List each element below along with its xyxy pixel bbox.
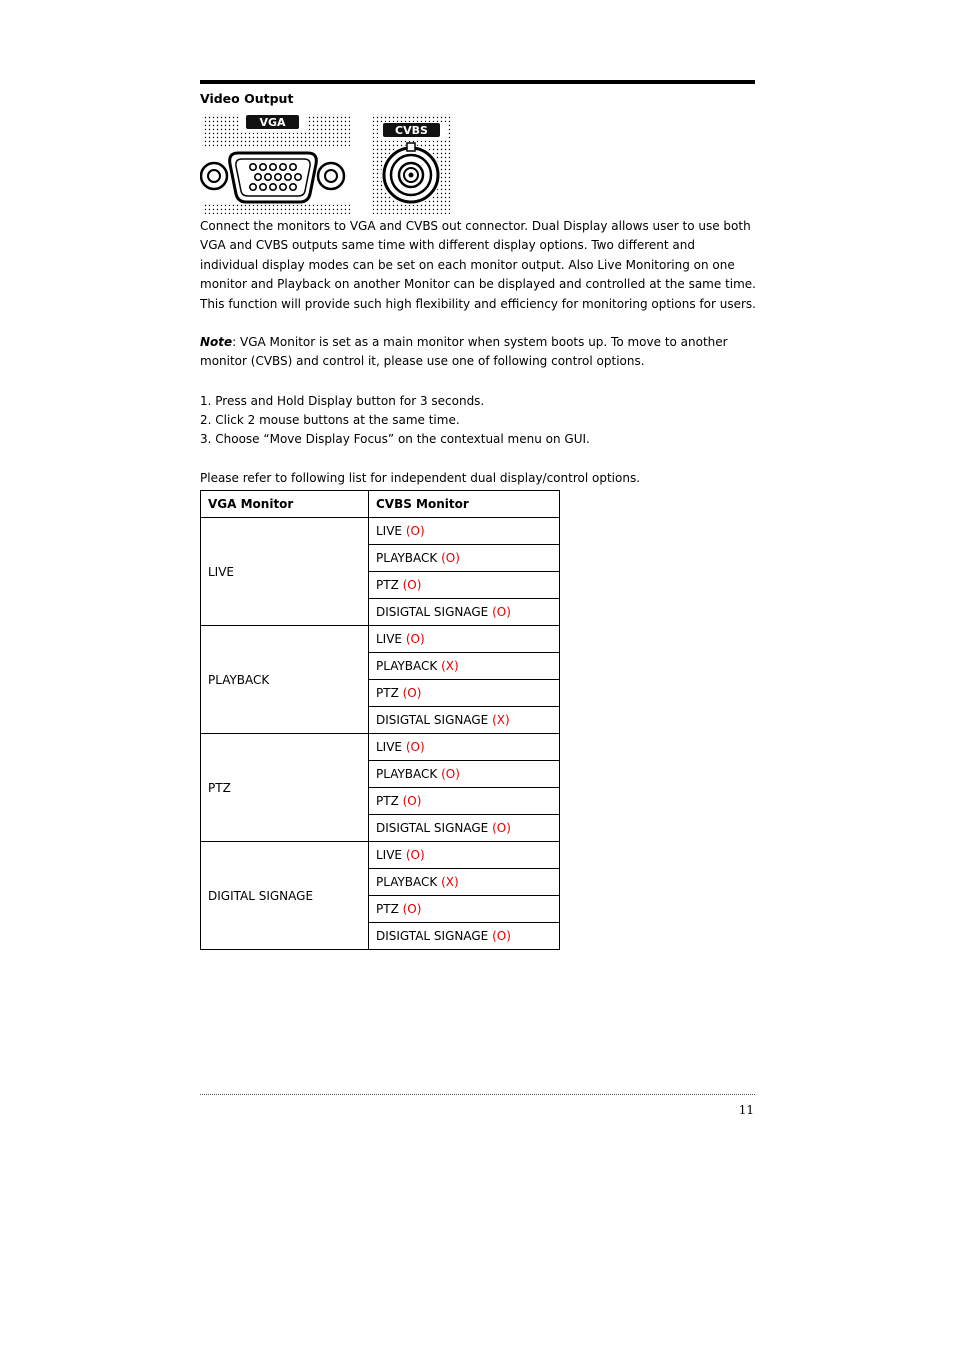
intro-paragraph: Connect the monitors to VGA and CVBS out connector. Dual Display allows user to use both VGA and CVBS outputs same time with different display options. Two different and individual display modes can be set on each monitor output. Also Live Monitoring on one monitor and Playback on another Monitor can be displayed and controlled at the same time. This function will provide such high flexibility and efficiency for monitoring options for users. xyxy=(200,219,756,311)
cvbs-option-cell xyxy=(369,869,560,896)
cvbs-option-label: DISIGTAL SIGNAGE xyxy=(376,929,489,943)
availability-mark: (O) xyxy=(492,929,511,943)
vga-mode-cell: PTZ xyxy=(201,734,369,842)
cvbs-option-label: DISIGTAL SIGNAGE xyxy=(376,713,489,727)
cvbs-option-cell xyxy=(369,815,560,842)
cvbs-connector-icon xyxy=(372,114,452,214)
cvbs-option-label: PLAYBACK xyxy=(376,875,438,889)
vga-mode-cell: LIVE xyxy=(201,518,369,626)
cvbs-option-cell xyxy=(369,896,560,923)
table-row xyxy=(201,842,560,869)
control-steps-list xyxy=(200,392,590,450)
cvbs-option-cell xyxy=(369,653,560,680)
step-item: 2. Click 2 mouse buttons at the same time. xyxy=(200,413,460,428)
cvbs-option-label: PTZ xyxy=(376,578,399,592)
availability-mark: (O) xyxy=(405,848,425,862)
cvbs-option-label: PLAYBACK xyxy=(376,767,438,781)
cvbs-option-label: DISIGTAL SIGNAGE xyxy=(376,605,489,619)
cvbs-option-label: PTZ xyxy=(376,902,399,916)
page-number: 11 xyxy=(738,1103,754,1117)
note-text: : VGA Monitor is set as a main monitor when system boots up. To move to another monitor (CVBS) and control it, please use one of following control options. xyxy=(200,335,728,369)
header-vga-monitor: VGA Monitor xyxy=(201,491,369,518)
vga-connector-icon xyxy=(200,114,350,214)
availability-mark: (O) xyxy=(405,524,425,538)
table-header-row xyxy=(201,491,560,518)
availability-mark: (O) xyxy=(402,578,422,592)
availability-mark: (O) xyxy=(441,551,460,565)
cvbs-option-cell xyxy=(369,707,560,734)
cvbs-option-cell xyxy=(369,545,560,572)
video-output-connectors-illustration xyxy=(200,112,460,216)
cvbs-option-label: PLAYBACK xyxy=(376,659,438,673)
note-label: Note xyxy=(200,335,233,349)
cvbs-option-cell xyxy=(369,761,560,788)
availability-mark: (X) xyxy=(441,875,459,889)
cvbs-option-cell xyxy=(369,842,560,869)
availability-mark: (O) xyxy=(492,605,511,619)
table-row xyxy=(201,626,560,653)
availability-mark: (X) xyxy=(492,713,510,727)
availability-mark: (O) xyxy=(405,632,425,646)
cvbs-label: CVBS xyxy=(395,124,428,137)
note-paragraph xyxy=(200,333,756,372)
cvbs-option-cell xyxy=(369,923,560,950)
availability-mark: (O) xyxy=(402,902,422,916)
cvbs-option-cell xyxy=(369,599,560,626)
step-item: 3. Choose “Move Display Focus” on the contextual menu on GUI. xyxy=(200,432,590,447)
cvbs-option-cell xyxy=(369,572,560,599)
cvbs-option-label: LIVE xyxy=(376,632,403,646)
table-row xyxy=(201,518,560,545)
vga-mode-cell: PLAYBACK xyxy=(201,626,369,734)
table-row xyxy=(201,734,560,761)
availability-mark: (O) xyxy=(492,821,511,835)
cvbs-option-cell xyxy=(369,518,560,545)
vga-label: VGA xyxy=(259,116,286,129)
cvbs-option-label: LIVE xyxy=(376,740,403,754)
cvbs-option-cell xyxy=(369,626,560,653)
cvbs-option-cell xyxy=(369,788,560,815)
cvbs-option-label: DISIGTAL SIGNAGE xyxy=(376,821,489,835)
availability-mark: (O) xyxy=(441,767,460,781)
step-item: 1. Press and Hold Display button for 3 seconds. xyxy=(200,394,485,408)
cvbs-option-label: PTZ xyxy=(376,794,399,808)
dual-display-options-table xyxy=(200,490,560,950)
cvbs-option-label: LIVE xyxy=(376,848,403,862)
cvbs-option-cell xyxy=(369,734,560,761)
footer-rule xyxy=(200,1094,755,1095)
top-rule xyxy=(200,80,755,84)
cvbs-option-label: PLAYBACK xyxy=(376,551,438,565)
availability-mark: (O) xyxy=(402,686,422,700)
refer-text: Please refer to following list for independent dual display/control options. xyxy=(200,471,641,485)
availability-mark: (X) xyxy=(441,659,459,673)
availability-mark: (O) xyxy=(402,794,422,808)
section-heading: Video Output xyxy=(200,91,294,106)
cvbs-option-label: LIVE xyxy=(376,524,403,538)
cvbs-option-cell xyxy=(369,680,560,707)
vga-mode-cell: DIGITAL SIGNAGE xyxy=(201,842,369,950)
header-cvbs-monitor: CVBS Monitor xyxy=(369,491,560,518)
cvbs-option-label: PTZ xyxy=(376,686,399,700)
availability-mark: (O) xyxy=(405,740,425,754)
